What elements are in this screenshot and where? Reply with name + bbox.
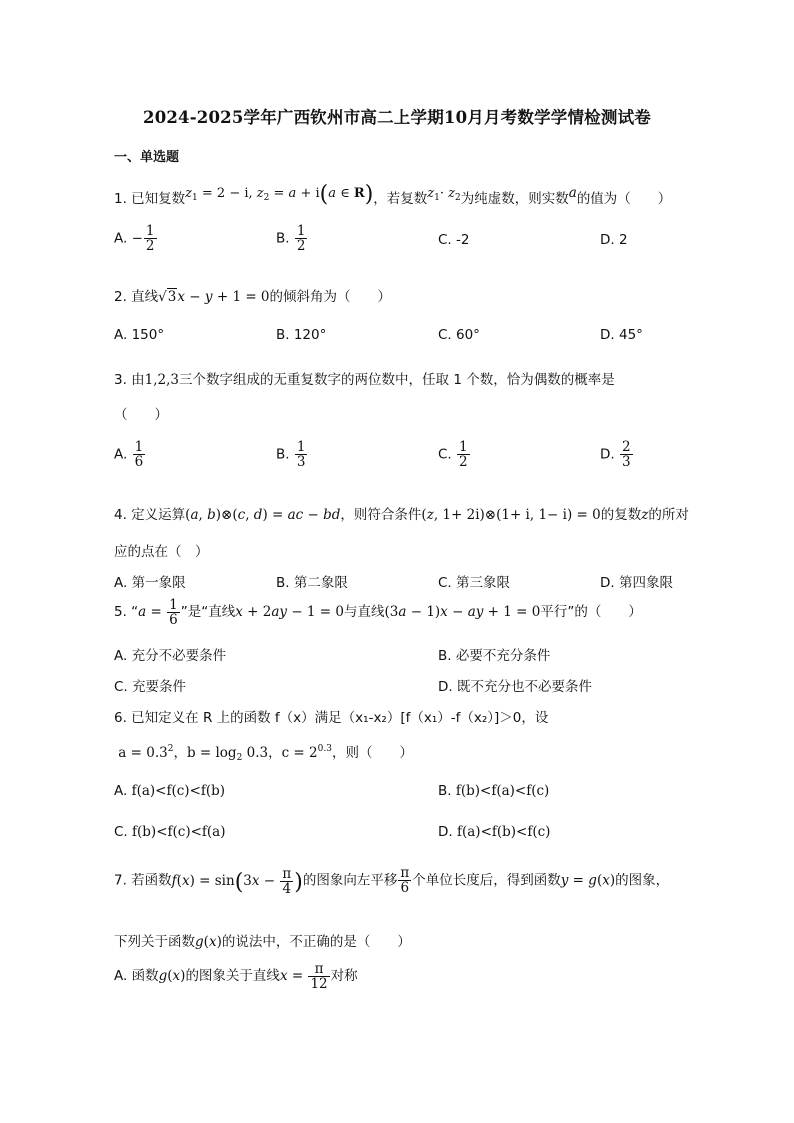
- q2-option-d[interactable]: D. 45°: [600, 327, 643, 343]
- q4-option-c[interactable]: C. 第三象限: [438, 575, 511, 591]
- q5-option-a[interactable]: A. 充分不必要条件: [114, 648, 227, 664]
- q1-option-c[interactable]: C. -2: [438, 232, 470, 248]
- q5-option-b[interactable]: B. 必要不充分条件: [438, 648, 551, 664]
- q1-option-b[interactable]: B. $\frac{1}{2}$: [276, 223, 306, 255]
- question-3-line-2: （ ）: [114, 407, 168, 423]
- q6-option-d[interactable]: D. f(a)<f(b)<f(c): [438, 824, 551, 840]
- page-title: 2024-2025学年广西钦州市高二上学期10月月考数学学情检测试卷: [143, 108, 651, 127]
- question-3: 3. 由1,2,3三个数字组成的无重复数字的两位数中，任取 1 个数，恰为偶数的概率是: [114, 372, 615, 388]
- question-7-line-2: 下列关于函数g(x)的说法中，不正确的是（ ）: [114, 934, 411, 950]
- q6-option-b[interactable]: B. f(b)<f(a)<f(c): [438, 783, 550, 799]
- question-4: 4. 定义运算(a, b)⊗(c, d) = ac − bd，则符合条件(z, 1+ 2i)⊗(1+ i, 1− i) = 0的复数z的所对: [114, 507, 689, 523]
- q1-option-a[interactable]: A. − $\frac{1}{2}$: [114, 223, 155, 255]
- question-2: 2. 直线√3x − y + 1 = 0的倾斜角为（ ）: [114, 289, 392, 305]
- section-heading: 一、单选题: [114, 150, 180, 165]
- q1-prefix: 1. 已知复数: [114, 191, 186, 207]
- q1-mid2: 为纯虚数，则实数: [460, 191, 569, 207]
- q7-option-a[interactable]: A. 函数g(x)的图象关于直线x = $\frac{\pi}{12}$ 对称: [114, 961, 358, 993]
- question-6-line-2: $a = 0.3^2$，$b = \log_2 0.3$，$c = 2^{0.3}$，则（ ）: [114, 744, 413, 763]
- question-5: 5. “a = $\frac{1}{6}$ ”是“直线x + 2ay − 1 = 0与直线(3a − 1)x − ay + 1 = 0平行”的（ ）: [114, 597, 642, 629]
- q3-option-a[interactable]: A. $\frac{1}{6}$: [114, 439, 144, 471]
- q2-formula: √3x − y + 1 = 0: [158, 289, 270, 305]
- q2-option-b[interactable]: B. 120°: [276, 327, 327, 343]
- q6-option-c[interactable]: C. f(b)<f(c)<f(a): [114, 824, 226, 840]
- q3-option-d[interactable]: D. $\frac{2}{3}$: [600, 439, 631, 471]
- q4-option-d[interactable]: D. 第四象限: [600, 575, 673, 591]
- q4-option-b[interactable]: B. 第二象限: [276, 575, 348, 591]
- q3-option-c[interactable]: C. $\frac{1}{2}$: [438, 439, 468, 471]
- q2-option-c[interactable]: C. 60°: [438, 327, 480, 343]
- q1-mid: ，若复数: [373, 191, 428, 207]
- q2-option-a[interactable]: A. 150°: [114, 327, 165, 343]
- q1-formula: $z_1 = 2 - i$, $z_2 = a + i(a$ ∈ R): [185, 182, 374, 207]
- q6-option-a[interactable]: A. f(a)<f(c)<f(b): [114, 783, 226, 799]
- question-4-line-2: 应的点在（ ）: [114, 544, 209, 560]
- q5-option-d[interactable]: D. 既不充分也不必要条件: [438, 679, 592, 695]
- q1-option-d[interactable]: D. 2: [600, 232, 628, 248]
- q4-option-a[interactable]: A. 第一象限: [114, 575, 186, 591]
- question-6: 6. 已知定义在 R 上的函数 f（x）满足（x₁-x₂）[f（x₁）-f（x₂）]＞0，设: [114, 710, 549, 726]
- q1-suffix: 的值为（ ）: [576, 191, 672, 207]
- question-7: 7. 若函数f(x) = sin(3x − $\frac{\pi}{4}$ )的图象向左平移 $\frac{\pi}{6}$ 个单位长度后，得到函数y = g(x)的图象，: [114, 865, 670, 897]
- question-1: 1. 已知复数$z_1 = 2 - i$, $z_2 = a + i(a$ ∈ R)，若复数$z_1\cdot z_2$为纯虚数，则实数a的值为（ ）: [114, 182, 672, 207]
- q3-option-b[interactable]: B. $\frac{1}{3}$: [276, 439, 306, 471]
- q5-option-c[interactable]: C. 充要条件: [114, 679, 187, 695]
